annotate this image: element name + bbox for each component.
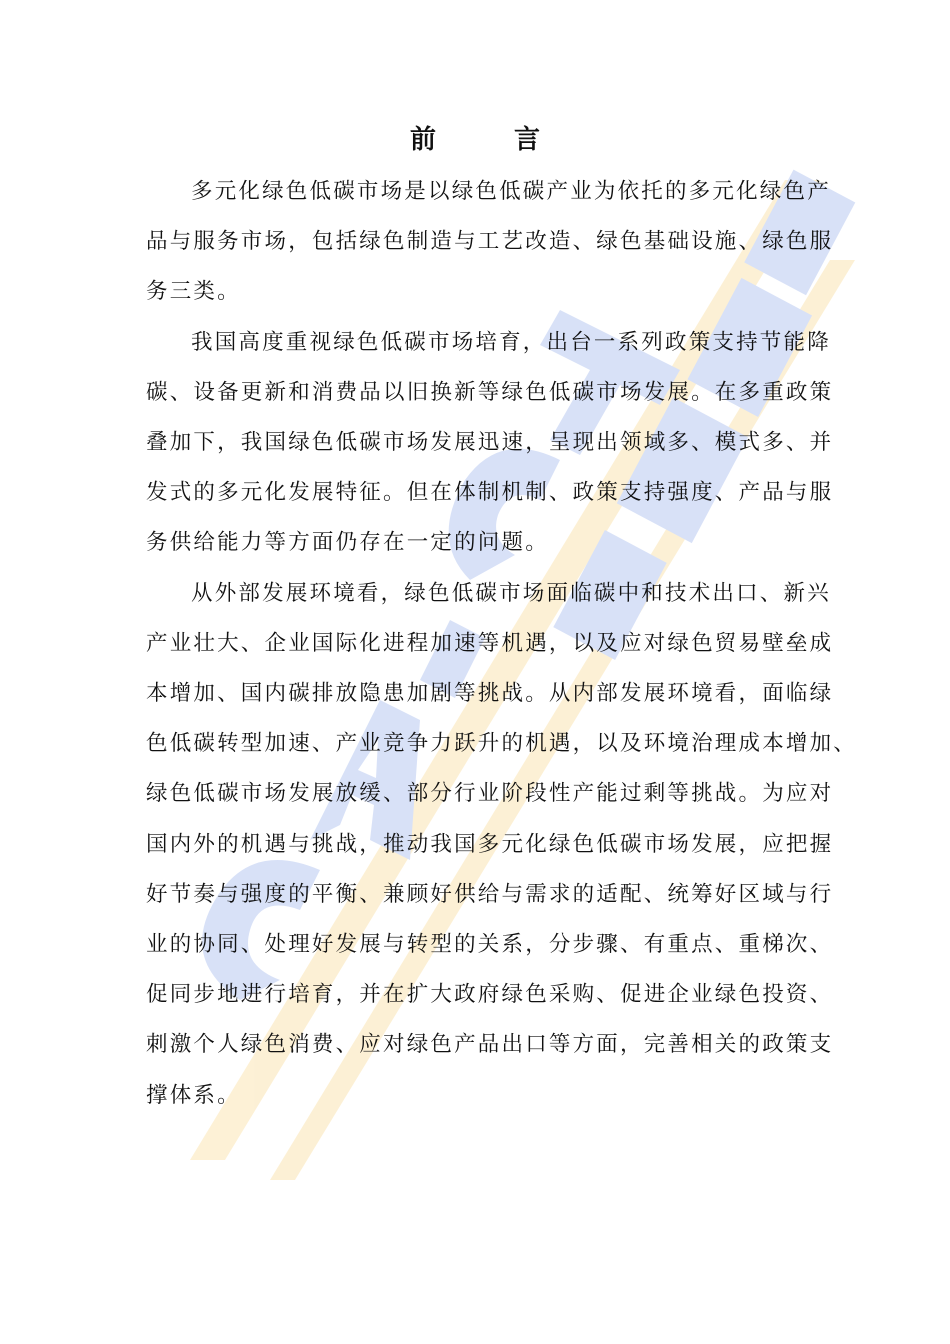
text-line: 务三类。	[146, 279, 241, 305]
text-line: 产业壮大、企业国际化进程加速等机遇，以及应对绿色贸易壁垒成	[146, 630, 834, 656]
text-line: 我国高度重视绿色低碳市场培育，出台一系列政策支持节能降	[191, 329, 831, 355]
text-line: 好节奏与强度的平衡、兼顾好供给与需求的适配、统筹好区域与行	[146, 881, 834, 907]
text-line: 叠加下，我国绿色低碳市场发展迅速，呈现出领域多、模式多、并	[146, 430, 834, 456]
text-line: 促同步地进行培育，并在扩大政府绿色采购、促进企业绿色投资、	[146, 982, 834, 1008]
text-line: 撑体系。	[146, 1082, 241, 1108]
text-line: 色低碳转型加速、产业竞争力跃升的机遇，以及环境治理成本增加、	[146, 731, 858, 757]
text-line: 多元化绿色低碳市场是以绿色低碳产业为依托的多元化绿色产	[191, 179, 831, 204]
text-line: 务供给能力等方面仍存在一定的问题。	[146, 530, 549, 556]
paragraph-3	[146, 569, 858, 1121]
text-line: 碳、设备更新和消费品以旧换新等绿色低碳市场发展。在多重政策	[146, 379, 834, 405]
paragraph-2	[146, 318, 834, 569]
document-body	[146, 167, 858, 1121]
text-line: 刺激个人绿色消费、应对绿色产品出口等方面，完善相关的政策支	[146, 1032, 834, 1058]
text-line: 业的协同、处理好发展与转型的关系，分步骤、有重点、重梯次、	[146, 932, 834, 958]
text-line: 从外部发展环境看，绿色低碳市场面临碳中和技术出口、新兴	[191, 580, 831, 606]
text-line: 国内外的机遇与挑战，推动我国多元化绿色低碳市场发展，应把握	[146, 831, 834, 857]
text-line: 绿色低碳市场发展放缓、部分行业阶段性产能过剩等挑战。为应对	[146, 781, 834, 807]
text-line: 发式的多元化发展特征。但在体制机制、政策支持强度、产品与服	[146, 480, 834, 506]
text-line: 品与服务市场，包括绿色制造与工艺改造、绿色基础设施、绿色服	[146, 229, 834, 255]
text-line: 本增加、国内碳排放隐患加剧等挑战。从内部发展环境看，面临绿	[146, 681, 834, 707]
paragraph-1	[146, 167, 834, 318]
page-title: 前 言	[409, 125, 566, 155]
